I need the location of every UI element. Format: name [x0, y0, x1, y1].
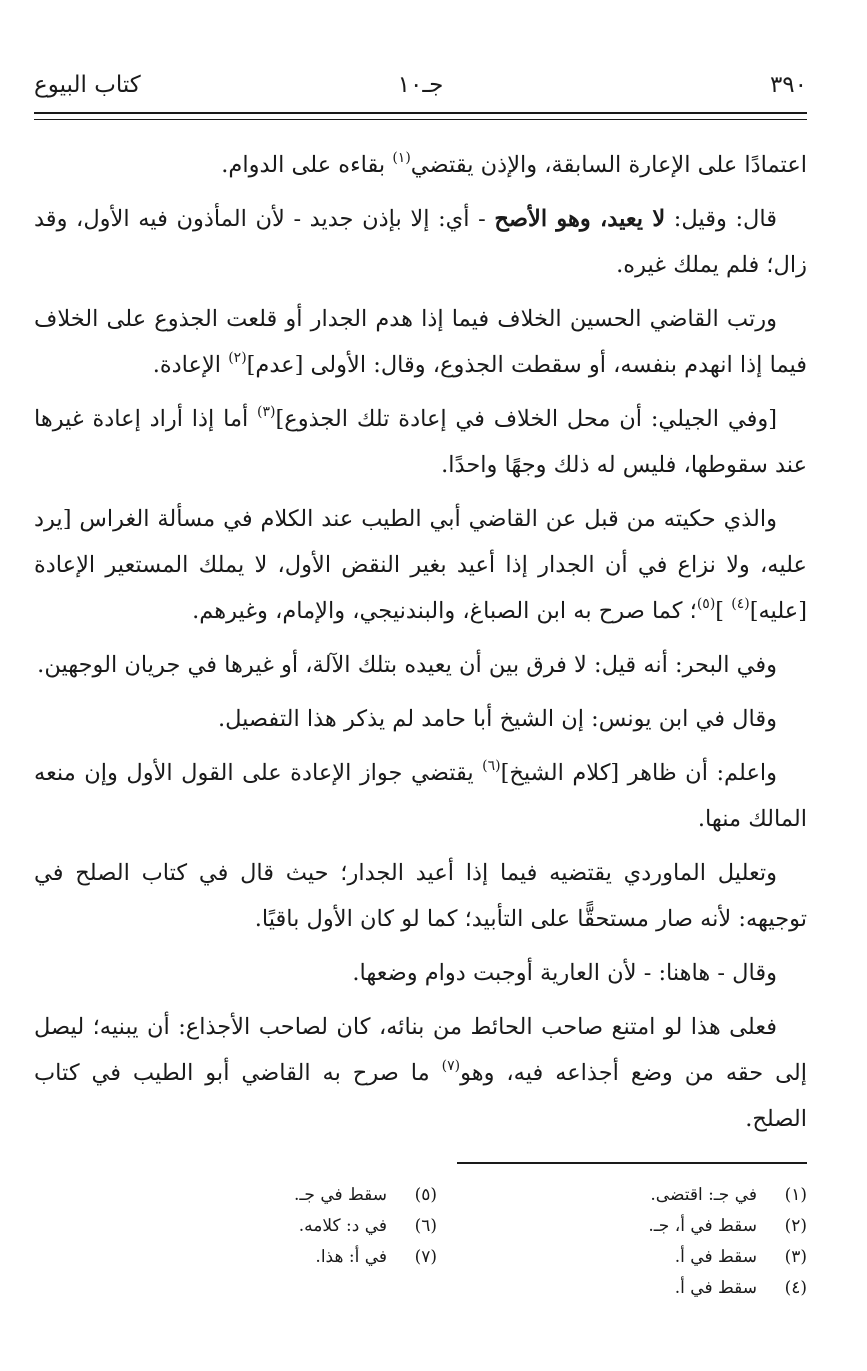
footnote-ref[interactable]: (١) — [392, 150, 411, 166]
paragraph — [34, 196, 807, 288]
text-run: ؛ كما صرح به ابن الصباغ، والبندنيجي، والإمام، وغيرهم. — [192, 598, 697, 624]
footnote — [467, 1242, 807, 1273]
paragraph: وقال - هاهنا: - لأن العارية أوجبت دوام وضعها. — [352, 960, 777, 986]
text-run: قال: وقيل: — [665, 206, 777, 232]
footnote — [107, 1180, 437, 1211]
paragraph — [34, 296, 807, 388]
footnote-rule — [457, 1162, 807, 1164]
text-run: اعتمادًا على الإعارة السابقة، والإذن يقتضي — [410, 152, 807, 178]
footnote-number: (٤) — [784, 1278, 807, 1298]
footnote-text: في أ: هذا. — [315, 1247, 387, 1267]
text-run: بقاءه على الدوام. — [221, 152, 393, 178]
footnote-number: (١) — [784, 1185, 807, 1205]
text-run: ورتب القاضي الحسين الخلاف فيما إذا هدم الجدار أو قلعت الجذوع على الخلاف فيما إذا انهدم بنفسه، أو سقطت الجذوع، وقال: الأولى [عدم] — [34, 306, 807, 378]
text-run: [وفي الجيلي: أن محل الخلاف في إعادة تلك الجذوع] — [275, 406, 777, 432]
bold-text: لا يعيد، وهو الأصح — [494, 206, 666, 232]
text-run: - أي: إلا بإذن جديد - لأن المأذون فيه الأول، وقد زال؛ فلم يملك غيره. — [34, 206, 807, 278]
paragraph — [34, 750, 807, 842]
footnote-ref[interactable]: (٣) — [257, 404, 276, 420]
page-header — [34, 72, 807, 108]
footnote-ref[interactable]: (٧) — [441, 1058, 461, 1074]
paragraph — [34, 396, 807, 488]
text-run: ما صرح به القاضي أبو الطيب في كتاب الصلح. — [34, 1060, 807, 1132]
footnote-ref[interactable]: (٦) — [482, 758, 501, 774]
footnotes-column-right — [467, 1180, 807, 1304]
footnote-text: سقط في أ. — [674, 1247, 757, 1267]
header-rule — [34, 112, 807, 114]
footnote-text: في جـ: اقتضى. — [650, 1185, 757, 1205]
page-number: ٣٩٠ — [769, 72, 807, 98]
paragraph: وتعليل الماوردي يقتضيه فيما إذا أعيد الجدار؛ حيث قال في كتاب الصلح في توجيهه: لأنه صار مستحقًّا على التأبيد؛ كما لو كان الأول باقيًا. — [34, 860, 807, 932]
paragraph: وفي البحر: أنه قيل: لا فرق بين أن يعيده بتلك الآلة، أو غيرها في جريان الوجهين. — [37, 652, 777, 678]
footnote-text: في د: كلامه. — [298, 1216, 387, 1236]
paragraph — [34, 1004, 807, 1142]
paragraph — [34, 496, 807, 634]
footnote-number: (٣) — [784, 1247, 807, 1267]
footnote-number: (٦) — [414, 1216, 437, 1236]
footnote-number: (٢) — [784, 1216, 807, 1236]
text-run: والذي حكيته من قبل عن القاضي أبي الطيب عند الكلام في مسألة الغراس [يرد عليه، ولا نزاع في أن الجدار إذا أعيد بغير النقض الأول، لا يملك المستعير الإعادة [عليه] — [34, 506, 807, 624]
footnote-text: سقط في أ، جـ. — [648, 1216, 757, 1236]
footnote — [467, 1273, 807, 1304]
book-title: كتاب البيوع — [34, 72, 141, 98]
text-run: ] — [715, 598, 732, 624]
paragraph: وقال في ابن يونس: إن الشيخ أبا حامد لم يذكر هذا التفصيل. — [217, 706, 777, 732]
header-rule-thin — [34, 119, 807, 120]
paragraph — [34, 142, 807, 188]
footnote-ref[interactable]: (٤) — [731, 596, 750, 612]
footnote-number: (٧) — [414, 1247, 437, 1267]
volume-label: جـ١٠ — [397, 72, 444, 98]
text-run: فعلى هذا لو امتنع صاحب الحائط من بنائه، كان لصاحب الأجذاع: أن يبنيه؛ ليصل إلى حقه من وضع أجذاعه فيه، وهو — [34, 1014, 808, 1086]
footnote-ref[interactable]: (٢) — [228, 350, 247, 366]
main-text — [34, 142, 807, 1150]
footnote-ref[interactable]: (٥) — [696, 596, 716, 612]
text-run: واعلم: أن ظاهر [كلام الشيخ] — [500, 760, 777, 786]
footnotes-column-left — [107, 1180, 437, 1273]
footnote — [107, 1211, 437, 1242]
footnote — [107, 1242, 437, 1273]
text-run: الإعادة. — [152, 352, 229, 378]
footnote-text: سقط في جـ. — [294, 1185, 387, 1205]
text-run: أما إذا أراد إعادة غيرها عند سقوطها، فليس له ذلك وجهًا واحدًا. — [34, 406, 807, 478]
footnote — [467, 1211, 807, 1242]
footnote-number: (٥) — [414, 1185, 437, 1205]
footnote-text: سقط في أ. — [674, 1278, 757, 1298]
footnote — [467, 1180, 807, 1211]
text-run: يقتضي جواز الإعادة على القول الأول وإن منعه المالك منها. — [34, 760, 807, 832]
